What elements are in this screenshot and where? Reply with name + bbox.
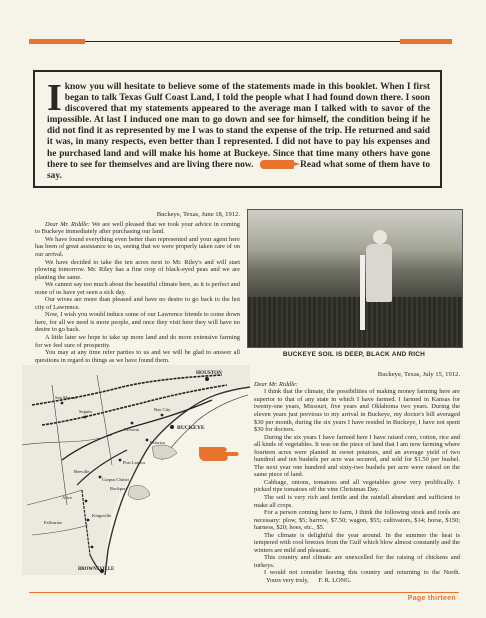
letter-paragraph: Our wives are more than pleased and have no desire to go back to the hot city of Lawrence.: [35, 296, 240, 311]
letter-place-date: Buckeye, Texas, July 15, 1912.: [377, 371, 460, 378]
photo-person-head: [373, 230, 387, 244]
map-label: Alice: [62, 495, 72, 500]
letter-paragraph: I would not consider leaving this country and returning to the North. Yours very truly, F. R. LONG.: [264, 569, 460, 584]
map-label: HOUSTON: [196, 370, 222, 376]
map-label: BUCKEYE: [177, 425, 205, 431]
map-label: Falfurrias: [44, 520, 62, 525]
pointing-hand-icon: [197, 444, 239, 463]
letter-first-paragraph: Dear Mr. Riddle: We are well pleased that we took your advice in coming to Buckeye immediately after purchasing our land.: [35, 220, 241, 236]
letter-signature: F. R. LONG.: [318, 576, 352, 584]
letter-paragraph: We have found everything even better than represented and your agent here has been of great assistance to us, seeing that we were properly taken care of on our arrival.: [35, 235, 240, 258]
top-rule-left: [29, 39, 85, 44]
map-label: BROWNSVILLE: [78, 567, 115, 572]
photo-caption: BUCKEYE SOIL IS DEEP, BLACK AND RICH: [282, 351, 426, 358]
letter-paragraph: I think that the climate, the possibilities of making money farming here are superior to that of any state in which I have farmed. I farmed in Kansas for twenty-one years, Missouri, five years and Oklahoma two years. During the eleven years just previous to my arrival in Buckeye, my doctor's bill averaged $30 per month, during the six years I have resided in Buckeye, I have not spent $30 for doctors.: [254, 388, 460, 434]
letter-long: [254, 371, 460, 584]
map-drawing: [22, 365, 250, 575]
map-label: Palacios: [150, 440, 166, 445]
map-label: San Marcos: [55, 395, 77, 400]
letter-paragraph: A little later we hope to take up more land and do more extensive farming for we feel sure of prosperity.: [35, 333, 240, 349]
map-label: Beeville: [74, 469, 90, 474]
letter-paragraph: During the six years I have farmed here I have raised corn, cotton, rice and all kinds of vegetables. It was on the piece of land that I am now farming where fourteen acres were planted in sweet potatoes, and an average yield of two hundred and ten bushels per acre was secured, and sold for $1.50 per bushel. The next year one hundred and sixty-two bushels per acre were raised on the same piece of land.: [254, 433, 460, 479]
page-number: Page thirteen: [407, 595, 456, 602]
photo-person: [366, 244, 392, 302]
pointing-hand-icon: [260, 160, 294, 169]
map-label: Kingsville: [92, 513, 112, 518]
top-rule-thin: [85, 41, 400, 42]
letter-paragraph: We cannot say too much about the beautiful climate here, as it is perfect and none of us have yet seen a sick day.: [35, 281, 240, 296]
letter-place-date: Buckeye, Texas, June 18, 1912.: [156, 211, 240, 218]
map-label: Corpus Christi: [102, 477, 129, 482]
intro-box: [33, 70, 442, 188]
letter-salutation: Dear Mr. Riddle:: [45, 220, 90, 228]
top-rule-right: [400, 39, 452, 44]
map-label: Port Lavaca: [123, 460, 146, 465]
letter-salutation: Dear Mr. Riddle:: [254, 380, 298, 388]
letter-closing: Yours very truly,: [266, 576, 309, 584]
photo-field: [248, 297, 462, 347]
letter-york-dill: [35, 211, 241, 364]
map-label: Bay City: [154, 407, 171, 412]
photo-stalk: [360, 255, 365, 330]
letter-paragraph: For a person coming here to farm, I think the following stock and tools are necessary: plow, $5; harrow, $7.50; wagon, $55; cultivators, $14; horse, $150; harness, $20; hoes, etc., $5.: [254, 509, 460, 532]
railroad-map: [22, 365, 250, 575]
letter-paragraph: The soil is very rich and fertile and the rainfall abundant and sufficient to make all crops.: [254, 493, 460, 509]
map-label: Seguin: [79, 409, 92, 414]
drop-cap: I: [47, 77, 62, 119]
letter-paragraph: You may at any time refer parties to us and we will be glad to answer all questions in regard to things as we have found them.: [35, 349, 240, 364]
intro-text-end: Read what some of them have to say.: [47, 159, 431, 181]
letter-paragraph: The climate is delightful the year around. In the summer the heat is tempered with cool breezes from the Gulf which blow almost constantly and the winters are mild and pleasant.: [254, 531, 460, 554]
letter-paragraph: Cabbage, onions, tomatoes and all vegetables grow very prolifically. I picked ripe tomatoes off the vine Christmas Day.: [254, 478, 460, 494]
letter-paragraph: This country and climate are unexcelled for the raising of chickens and turkeys.: [254, 554, 460, 569]
soil-photo: [247, 209, 463, 348]
footer-rule: [29, 592, 459, 593]
letter-paragraph: We have decided to take the ten acres next to Mr. Riley's and will start plowing tomorrow. Mr. Riley has a fine crop of black-eyed peas and we are planting the same.: [35, 258, 240, 281]
map-label: Rockport: [110, 486, 128, 491]
letter-paragraph: Now, I wish you would induce some of our Lawrence friends to come down here, for all we need is more people, and once they visit here they will have no desire to go back.: [35, 311, 240, 334]
intro-text: know you will hesitate to believe some of the statements made in this booklet. When I first began to talk Texas Gulf Coast Land, I told the people what I had found down there. I soon discovered that my statements appeared to the average man I talked with to savor of the impossible. At last I induced one man to go down and see for himself, the condition being if he did not find it as represented by me I was to stand the expense of the trip. He returned and said it was, in many respects, even better than I represented. I did not have to pay his expenses and he purchased land and will make his home at Buckeye. Since that time many others have gone there to see for themselves and are living there now.: [47, 82, 430, 170]
map-label: Victoria: [124, 427, 139, 432]
